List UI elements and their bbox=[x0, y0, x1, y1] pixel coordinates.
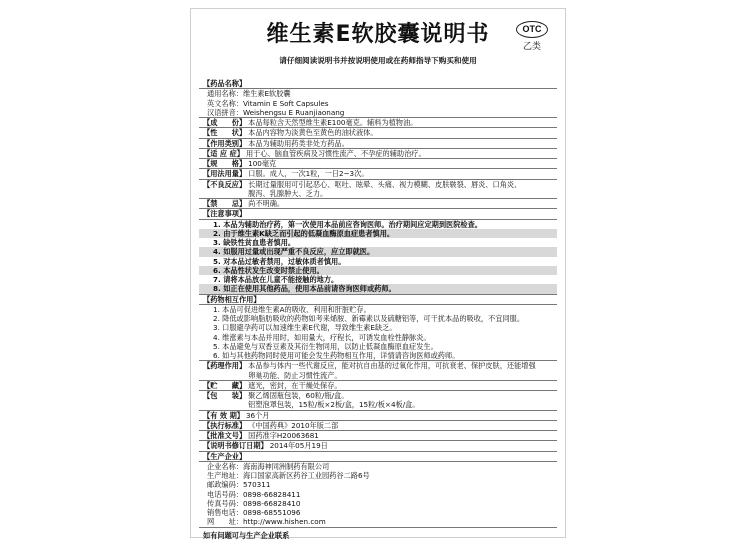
interaction-item: 6. 如与其他药物同时使用可能会发生药物相互作用，详情请咨询医师或药师。 bbox=[199, 351, 557, 361]
contact-footer: 如有问题可与生产企业联系 bbox=[203, 530, 290, 540]
section-label: 【禁 忌】 bbox=[203, 199, 247, 208]
section-label: 【性 状】 bbox=[203, 128, 247, 138]
section-label: 【贮 藏】 bbox=[203, 380, 247, 390]
adverse-line-1: 长期过量服用可引起恶心、呕吐、眩晕、头痛、视力模糊、皮肤皲裂、唇炎、口角炎、 bbox=[248, 179, 522, 189]
section-value bbox=[246, 391, 557, 410]
field-label: 邮政编码： bbox=[207, 480, 243, 490]
field-value: 0898-68551096 bbox=[242, 508, 301, 517]
interaction-item: 2. 降低或影响脂肪吸收的药物如考来烯胺、新霉素以及硫糖铝等，可干扰本品的吸收，不宜同服。 bbox=[213, 314, 525, 323]
section-value: 遮光，密封，在干燥处保存。 bbox=[248, 380, 342, 390]
drug-name-pinyin bbox=[199, 108, 557, 118]
field-label: 网 址： bbox=[207, 517, 243, 527]
otc-label: OTC bbox=[516, 21, 548, 38]
field-value: 0898-66828410 bbox=[242, 498, 301, 508]
section-value: 用于心、脑血管疾病及习惯性流产、不孕症的辅助治疗。 bbox=[245, 148, 426, 158]
insert-content bbox=[199, 79, 557, 540]
adverse-line-2: 腹泻、乳腺肿大、乏力。 bbox=[248, 188, 328, 198]
section-value: 2014年05月19日 bbox=[269, 441, 328, 451]
manufacturer-postcode bbox=[199, 480, 557, 489]
section-label: 【批准文号】 bbox=[203, 431, 247, 440]
section-label: 【适 应 症】 bbox=[203, 148, 244, 158]
field-value: Vitamin E Soft Capsules bbox=[242, 98, 329, 108]
section-label: 【包 装】 bbox=[203, 391, 247, 400]
field-value: http://www.hishen.com bbox=[242, 517, 326, 527]
section-value: 36个月 bbox=[245, 410, 270, 420]
field-value: 海口国家高新区药谷工业园药谷二路6号 bbox=[242, 471, 370, 480]
field-label: 通用名称： bbox=[207, 89, 243, 99]
section-storage bbox=[199, 381, 557, 391]
section-value bbox=[246, 361, 557, 380]
field-value: 570311 bbox=[242, 480, 271, 490]
interaction-item: 5. 本品避免与双香豆素及其衍生物同用，以防止低凝血酶原血症发生。 bbox=[213, 341, 438, 351]
section-label: 【成 份】 bbox=[203, 118, 247, 127]
section-label: 【有 效 期】 bbox=[203, 410, 244, 420]
section-pharmacology bbox=[199, 361, 557, 381]
field-label: 销售电话： bbox=[207, 508, 243, 517]
drug-name-generic bbox=[199, 89, 557, 98]
section-label: 【用法用量】 bbox=[203, 169, 247, 179]
manufacturer-address bbox=[199, 471, 557, 480]
precaution-item: 4. 如服用过量或出现严重不良反应，应立即就医。 bbox=[199, 247, 557, 256]
section-label: 【规 格】 bbox=[203, 159, 247, 168]
interaction-item: 1. 本品可促进维生素A的吸收、利用和肝脏贮存。 bbox=[213, 304, 371, 314]
field-label: 传真号码： bbox=[207, 498, 243, 508]
section-value: 本品每粒含天然型维生素E100毫克。辅料为植物油。 bbox=[248, 118, 418, 127]
pharmacology-line-2: 卵巢功能、防止习惯性流产。 bbox=[248, 370, 342, 380]
manufacturer-company bbox=[199, 462, 557, 471]
pharmacology-line-1: 本品参与体内一些代谢反应，能对抗自由基的过氧化作用，可抗衰老、保护皮肤，还能增强 bbox=[248, 361, 536, 371]
interaction-item: 3. 口服避孕药可以加速维生素E代谢，导致维生素E缺乏。 bbox=[213, 323, 397, 333]
manufacturer-website bbox=[199, 517, 557, 527]
section-indications bbox=[199, 149, 557, 159]
section-revision-date bbox=[199, 441, 557, 451]
manufacturer-sales-phone bbox=[199, 508, 557, 517]
field-value: 海南海神同洲制药有限公司 bbox=[242, 461, 330, 471]
section-value: 国药准字H20063681 bbox=[248, 431, 319, 440]
field-value: 0898-66828411 bbox=[242, 489, 301, 499]
package-insert bbox=[190, 8, 566, 538]
section-value bbox=[246, 180, 557, 199]
section-label: 【药理作用】 bbox=[203, 361, 247, 371]
section-precautions-heading: 【注意事项】 bbox=[199, 209, 557, 219]
field-label: 企业名称： bbox=[207, 461, 243, 471]
packaging-line-2: 铝塑泡罩包装，15粒/板×2板/盒，15粒/板×4板/盒。 bbox=[248, 400, 420, 410]
section-label: 【不良反应】 bbox=[203, 179, 247, 189]
section-dosage bbox=[199, 169, 557, 179]
precaution-item: 3. 缺铁性贫血患者慎用。 bbox=[213, 238, 296, 247]
section-label: 【作用类别】 bbox=[203, 138, 247, 148]
section-appearance bbox=[199, 128, 557, 138]
precaution-item: 1. 本品为辅助治疗药，第一次使用本品前应咨询医师。治疗期间应定期到医院检查。 bbox=[213, 219, 482, 229]
section-category bbox=[199, 139, 557, 149]
section-approval-number bbox=[199, 431, 557, 441]
section-value: 100毫克 bbox=[248, 159, 277, 168]
document-title: 维生素E软胶囊说明书 bbox=[266, 22, 490, 47]
precaution-item: 2. 由于维生素K缺乏而引起的低凝血酶原血症患者慎用。 bbox=[199, 229, 557, 238]
otc-badge bbox=[515, 21, 549, 52]
section-interactions-heading: 【药物相互作用】 bbox=[199, 295, 557, 305]
field-value: Weishengsu E Ruanjiaonang bbox=[242, 107, 345, 117]
section-manufacturer-heading: 【生产企业】 bbox=[199, 452, 557, 462]
otc-class: 乙类 bbox=[522, 42, 541, 52]
drug-name-english bbox=[199, 99, 557, 108]
section-validity bbox=[199, 411, 557, 421]
field-label: 电话号码： bbox=[207, 489, 243, 499]
section-composition bbox=[199, 118, 557, 128]
section-drug-name-heading: 【药品名称】 bbox=[199, 79, 557, 89]
field-label: 生产地址： bbox=[207, 471, 243, 480]
precaution-item: 8. 如正在使用其他药品，使用本品前请咨询医师或药师。 bbox=[199, 284, 557, 294]
section-value: 尚不明确。 bbox=[248, 199, 285, 208]
section-value: 本品内容物为淡黄色至黄色的油状液体。 bbox=[248, 128, 378, 138]
precaution-item: 5. 对本品过敏者禁用，过敏体质者慎用。 bbox=[213, 256, 346, 266]
section-label: 【执行标准】 bbox=[203, 420, 247, 430]
section-specification bbox=[199, 159, 557, 169]
interaction-item: 4. 维涨素与本品并用时，如用量大，疗程长，可诱发血栓性静脉炎。 bbox=[213, 332, 431, 342]
precaution-item: 6. 本品性状发生改变时禁止使用。 bbox=[199, 266, 557, 275]
manufacturer-phone bbox=[199, 490, 557, 499]
section-value: 口服。成人，一次1粒，一日2~3次。 bbox=[248, 169, 369, 179]
document-subtitle: 请仔细阅读说明书并按说明使用或在药师指导下购买和使用 bbox=[279, 56, 477, 65]
manufacturer-fax bbox=[199, 499, 557, 508]
section-value: 本品为辅助用药类非处方药品。 bbox=[248, 138, 349, 148]
precaution-item: 7. 请将本品放在儿童不能接触的地方。 bbox=[213, 275, 339, 284]
section-contraindications bbox=[199, 199, 557, 209]
packaging-line-1: 聚乙烯固瓶包装，60粒/瓶/盒。 bbox=[248, 391, 349, 400]
section-value: 《中国药典》2010年版二部 bbox=[248, 420, 339, 430]
section-standard bbox=[199, 421, 557, 431]
field-label: 汉语拼音： bbox=[207, 107, 243, 117]
section-packaging bbox=[199, 391, 557, 411]
field-value: 维生素E软胶囊 bbox=[242, 89, 291, 99]
section-adverse-reactions bbox=[199, 180, 557, 200]
field-label: 英文名称： bbox=[207, 98, 243, 108]
section-label: 【说明书修订日期】 bbox=[203, 441, 268, 451]
